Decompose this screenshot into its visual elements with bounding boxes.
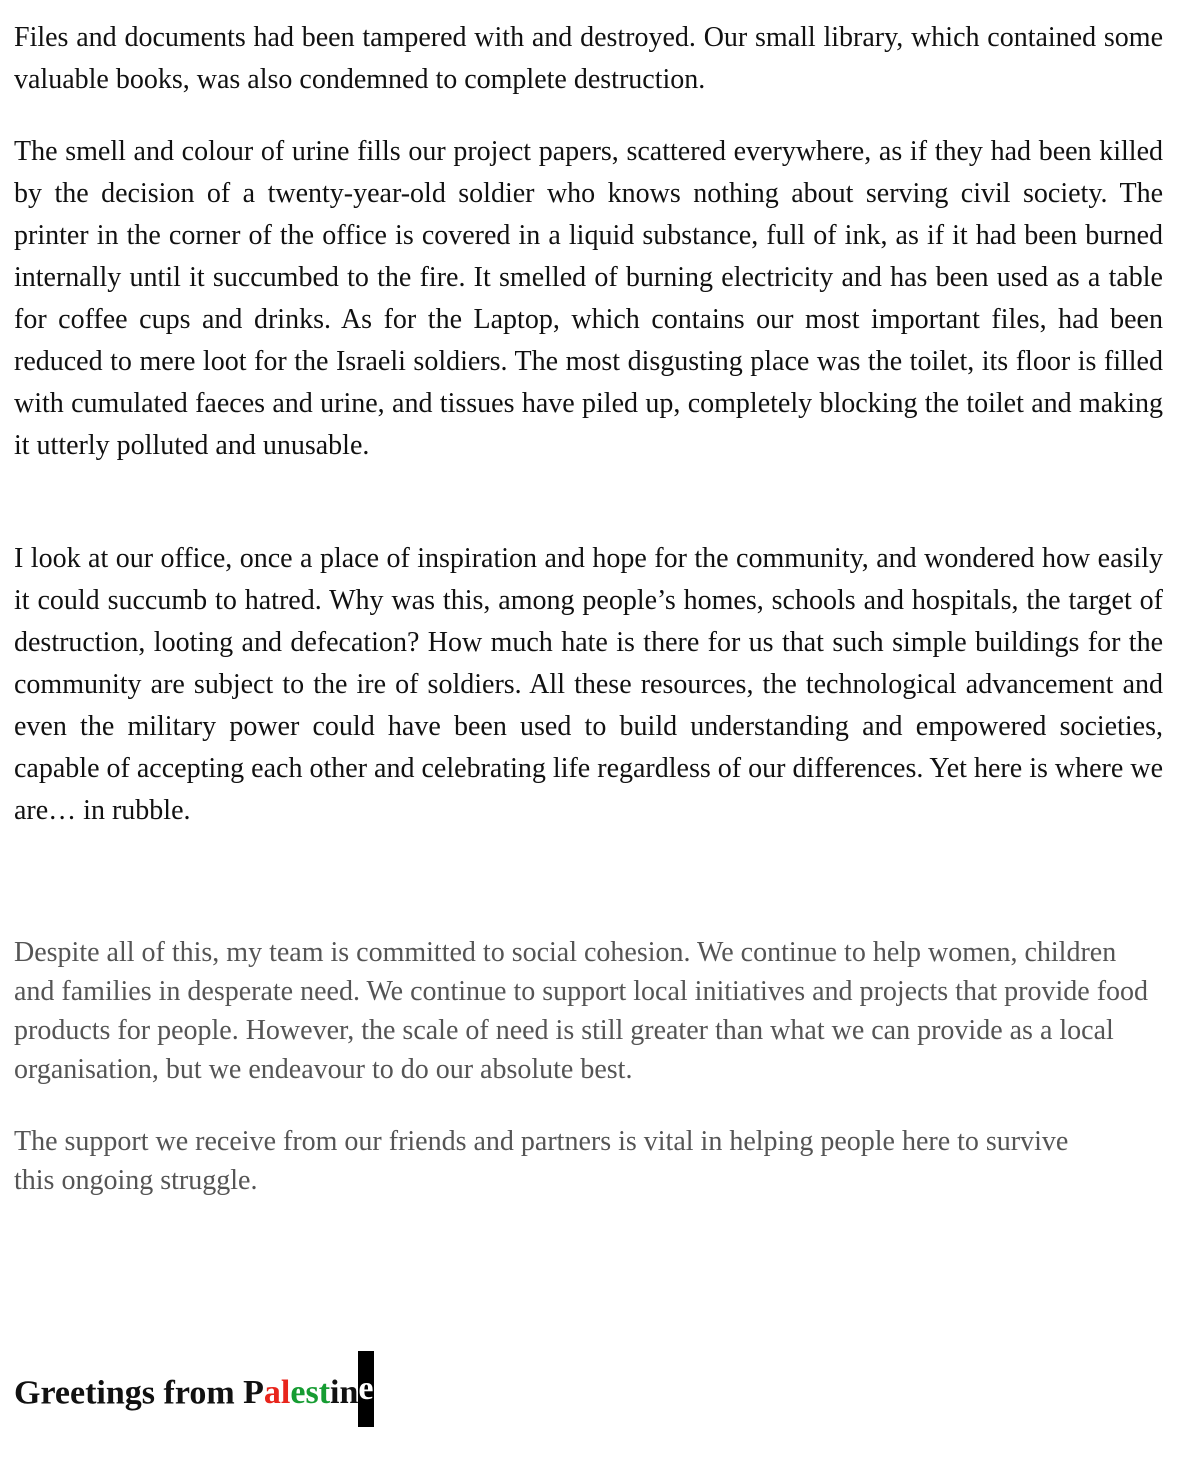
paragraph-library-destruction: Files and documents had been tampered with and destroyed. Our small library, which contained some valuable books, was also condemned to complete destruction. <box>14 22 1163 95</box>
palestine-letter-l: l <box>280 1374 291 1412</box>
palestine-letter-s: s <box>305 1374 319 1412</box>
greeting-prefix: Greetings from <box>14 1374 244 1412</box>
palestine-letter-a: a <box>263 1374 281 1412</box>
paragraph-support-appeal: The support we receive from our friends and partners is vital in helping people here to survive this ongoing struggle. <box>14 1126 1069 1196</box>
palestine-letter-p: P <box>243 1374 264 1412</box>
paragraph-office-damage: The smell and colour of urine fills our project papers, scattered everywhere, as if they had been killed by the decision of a twenty-year-old soldier who knows nothing about serving civil society. The printer in the corner of the office is covered in a liquid substance, full of ink, as if it had been burned internally until it succumbed to the fire. It smelled of burning electricity and has been used as a table for coffee cups and drinks. As for the Laptop, which contains our most important files, had been reduced to mere loot for the Israeli soldiers. The most disgusting place was the toilet, its floor is filled with cumulated faeces and urine, and tissues have piled up, completely blocking the toilet and making it utterly polluted and unusable. <box>14 136 1163 461</box>
palestine-letter-t: t <box>318 1374 331 1412</box>
palestine-letter-e: e <box>290 1374 306 1412</box>
palestine-letter-n: n <box>339 1374 359 1412</box>
palestine-letter-i: i <box>330 1374 340 1412</box>
palestine-letter-e-cursor-selection[interactable]: e <box>358 1351 373 1427</box>
paragraph-team-commitment: Despite all of this, my team is committed to social cohesion. We continue to help women, children and families in desperate need. We continue to support local initiatives and projects that provide food products for people. However, the scale of need is still greater than what we can provide as a local organisation, but we endeavour to do our absolute best. <box>14 937 1149 1085</box>
greeting-heading[interactable] <box>14 1364 374 1427</box>
palestine-word <box>243 1370 374 1412</box>
paragraph-reflection: I look at our office, once a place of inspiration and hope for the community, and wondered how easily it could succumb to hatred. Why was this, among people’s homes, schools and hospitals, the target of destruction, looting and defecation? How much hate is there for us that such simple buildings for the community are subject to the ire of soldiers. All these resources, the technological advancement and even the military power could have been used to build understanding and empowered societies, capable of accepting each other and celebrating life regardless of our differences. Yet here is where we are… in rubble. <box>14 543 1163 826</box>
